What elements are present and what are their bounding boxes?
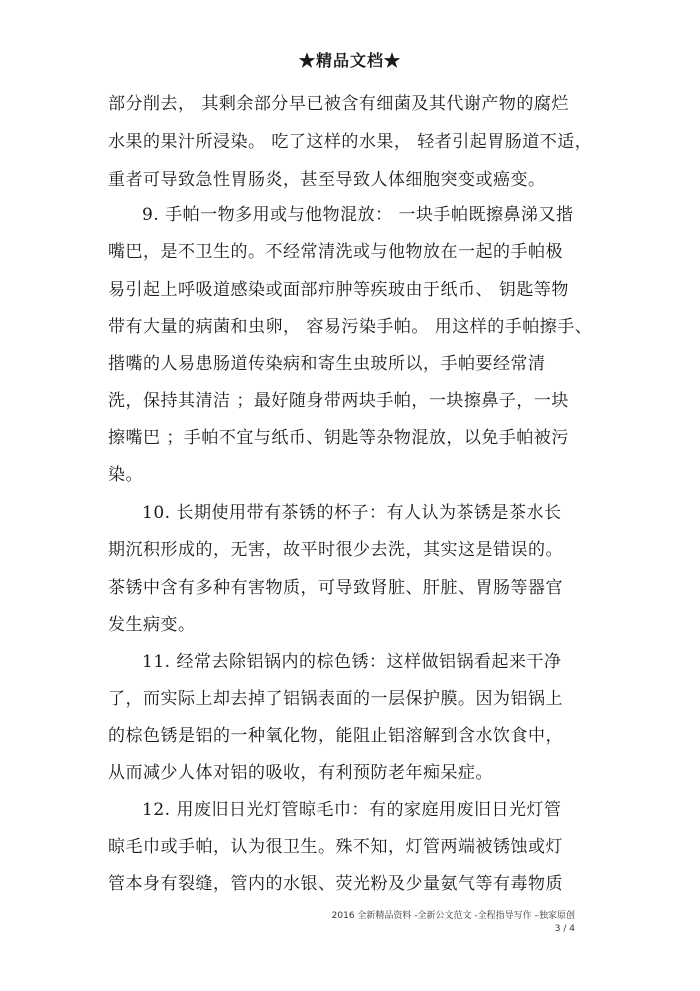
text-line: 管本身有裂缝，管内的水银、荧光粉及少量氨气等有毒物质 (108, 874, 563, 894)
text-line: 的棕色锈是铝的一种氧化物，能阻止铝溶解到含水饮食中， (108, 726, 563, 746)
paragraph-12-first-line: 12. 用废旧日光灯管晾毛巾：有的家庭用废旧日光灯管 (142, 800, 562, 820)
text-line: 染。 (108, 465, 143, 485)
text-line: 水果的果汁所浸染。 吃了这样的水果， 轻者引起胃肠道不适， (108, 132, 593, 152)
text-line: 洗，保持其清洁 ；最好随身带两块手帕，一块擦鼻子，一块 (108, 391, 569, 411)
text-line: 从而减少人体对铝的吸收，有利预防老年痴呆症。 (108, 763, 493, 783)
text-line: 茶锈中含有多种有害物质，可导致肾脏、肝脏、胃肠等器官 (108, 578, 563, 598)
page-header-title: ★精品文档★ (298, 51, 401, 70)
paragraph-11-first-line: 11. 经常去除铝锅内的棕色锈：这样做铝锅看起来干净 (142, 652, 562, 672)
text-line: 部分削去， 其剩余部分早已被含有细菌及其代谢产物的腐烂 (108, 94, 569, 114)
text-line: 晾毛巾或手帕，认为很卫生。殊不知，灯管两端被锈蚀或灯 (108, 837, 563, 857)
text-line: 揩嘴的人易患肠道传染病和寄生虫玻所以，手帕要经常清 (108, 354, 546, 374)
text-line: 擦嘴巴 ；手帕不宜与纸币、钥匙等杂物混放，以免手帕被污 (108, 428, 569, 448)
page-footer-text: 2016 全新精品资料 -全新公文范文 -全程指导写作 –独家原创 (331, 911, 575, 921)
paragraph-10-first-line: 10. 长期使用带有茶锈的杯子：有人认为茶锈是茶水长 (142, 503, 562, 523)
text-line: 了，而实际上却去掉了铝锅表面的一层保护膜。因为铝锅上 (108, 689, 563, 709)
text-line: 嘴巴，是不卫生的。不经常清洗或与他物放在一起的手帕极 (108, 242, 563, 262)
text-line: 易引起上呼吸道感染或面部疖肿等疾玻由于纸币、 钥匙等物 (108, 280, 569, 300)
text-line: 发生病变。 (108, 615, 196, 635)
paragraph-9-first-line: 9. 手帕一物多用或与他物混放： 一块手帕既擦鼻涕又揩 (142, 205, 574, 225)
text-line: 带有大量的病菌和虫卵， 容易污染手帕。 用这样的手帕擦手、 (108, 317, 593, 337)
page-number: 3 / 4 (554, 924, 575, 934)
text-line: 期沉积形成的，无害，故平时很少去洗，其实这是错误的。 (108, 540, 563, 560)
text-line: 重者可导致急性胃肠炎，甚至导致人体细胞突变或癌变。 (108, 170, 546, 190)
